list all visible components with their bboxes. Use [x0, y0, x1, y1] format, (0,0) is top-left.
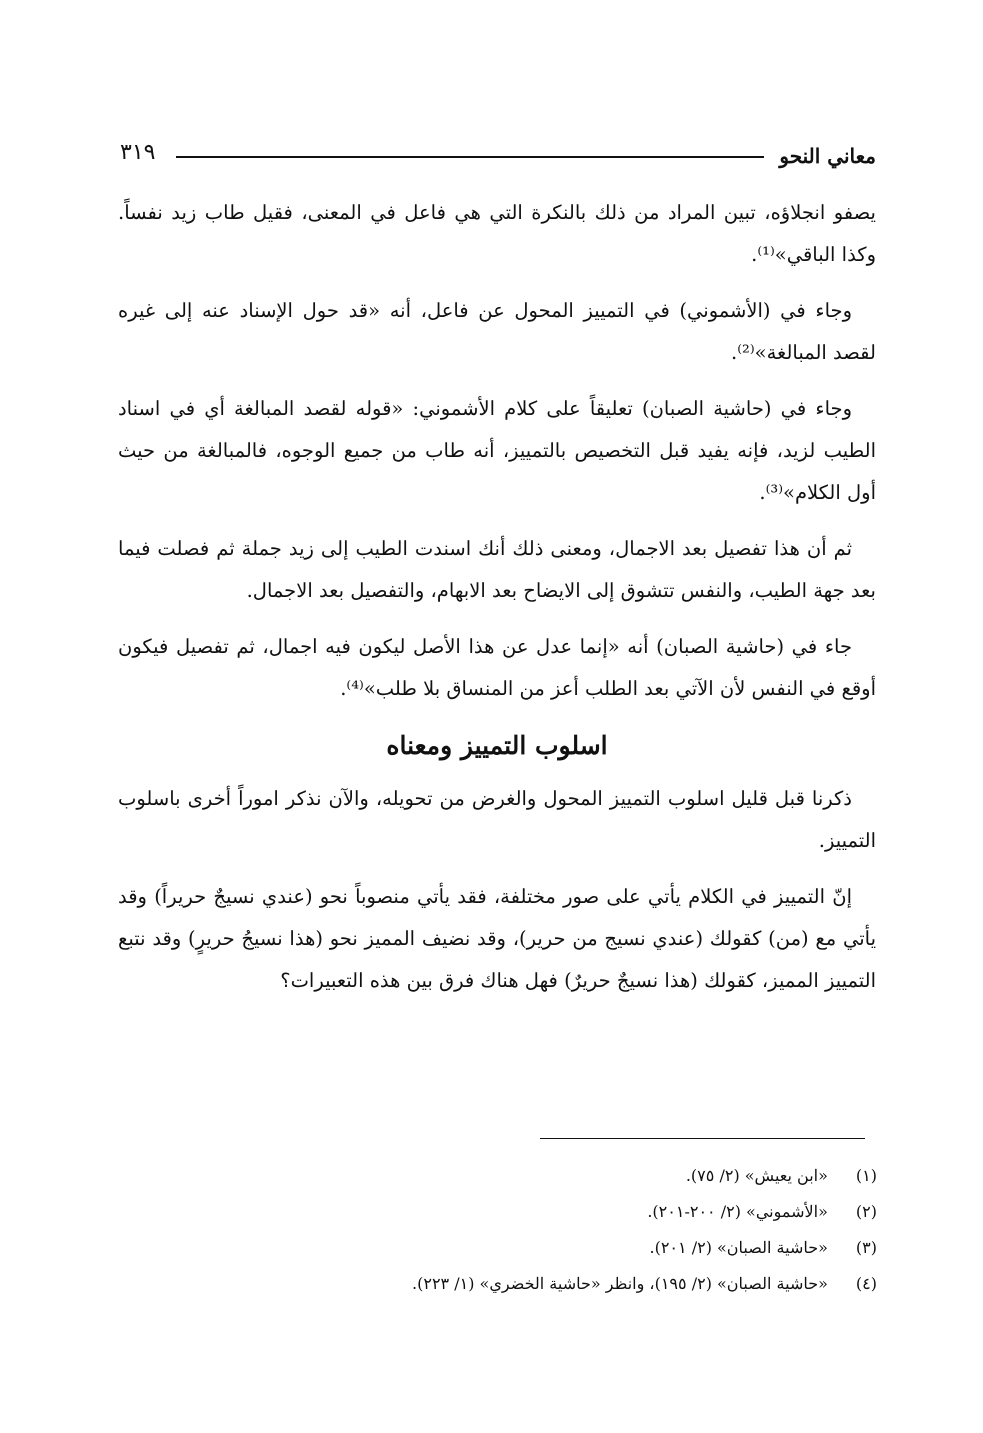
footnote	[117, 1158, 877, 1194]
footnote-number: (٣)	[855, 1238, 877, 1257]
page-header	[120, 138, 876, 178]
header-rule	[176, 156, 764, 158]
paragraph: وجاء في (حاشية الصبان) تعليقاً على كلام الأشموني: «قوله لقصد المبالغة أي في اسناد الطيب لزيد، فإنه يفيد قبل التخصيص بالتمييز، أنه طاب من جميع الوجوه، فالمبالغة من حيث أول الكلام»⁽³⁾.	[118, 397, 876, 504]
paragraph: إنّ التمييز في الكلام يأتي على صور مختلفة، فقد يأتي منصوباً نحو (عندي نسيجٌ حريراً) وقد يأتي مع (من) كقولك (عندي نسيج من حرير)، وقد نضيف المميز نحو (هذا نسيجُ حريرٍ) وقد نتبع التمييز المميز، كقولك (هذا نسيجٌ حريرٌ) فهل هناك فرق بين هذه التعبيرات؟	[118, 885, 876, 992]
page-number: ٣١٩	[120, 140, 156, 165]
paragraph: ثم أن هذا تفصيل بعد الاجمال، ومعنى ذلك أنك اسندت الطيب إلى زيد جملة ثم فصلت فيما بعد جهة الطيب، والنفس تتشوق إلى الايضاح بعد الابهام، والتفصيل بعد الاجمال.	[118, 537, 876, 602]
footnote-text: «ابن يعيش» (٢/ ٧٥).	[685, 1166, 828, 1185]
paragraph: جاء في (حاشية الصبان) أنه «إنما عدل عن هذا الأصل ليكون فيه اجمال، ثم تفصيل فيكون أوقع في النفس لأن الآتي بعد الطلب أعز من المنساق بلا طلب»⁽⁴⁾.	[118, 635, 876, 700]
footnote-rule	[540, 1138, 865, 1139]
footnote-number: (٤)	[855, 1274, 877, 1293]
footnotes	[117, 1158, 877, 1302]
paragraph: وجاء في (الأشموني) في التمييز المحول عن فاعل، أنه «قد حول الإسناد عنه إلى غيره لقصد المبالغة»⁽²⁾.	[118, 299, 876, 364]
main-text	[118, 192, 876, 1016]
footnote-number: (٢)	[855, 1202, 877, 1221]
footnote	[117, 1266, 877, 1302]
section-heading: اسلوب التمييز ومعناه	[386, 731, 608, 760]
footnote-number: (١)	[855, 1166, 877, 1185]
footnote	[117, 1230, 877, 1266]
footnote-text: «الأشموني» (٢/ ٢٠٠-٢٠١).	[647, 1202, 828, 1221]
footnote	[117, 1194, 877, 1230]
footnote-text: «حاشية الصبان» (٢/ ٢٠١).	[649, 1238, 828, 1257]
paragraph: ذكرنا قبل قليل اسلوب التمييز المحول والغرض من تحويله، والآن نذكر اموراً أخرى باسلوب التمييز.	[118, 787, 876, 852]
paragraph: يصفو انجلاؤه، تبين المراد من ذلك بالنكرة التي هي فاعل في المعنى، فقيل طاب زيد نفساً. وكذا الباقي»⁽¹⁾.	[118, 201, 876, 266]
footnote-text: «حاشية الصبان» (٢/ ١٩٥)، وانظر «حاشية الخضري» (١/ ٢٢٣).	[412, 1274, 828, 1293]
running-title: معاني النحو	[779, 144, 876, 168]
